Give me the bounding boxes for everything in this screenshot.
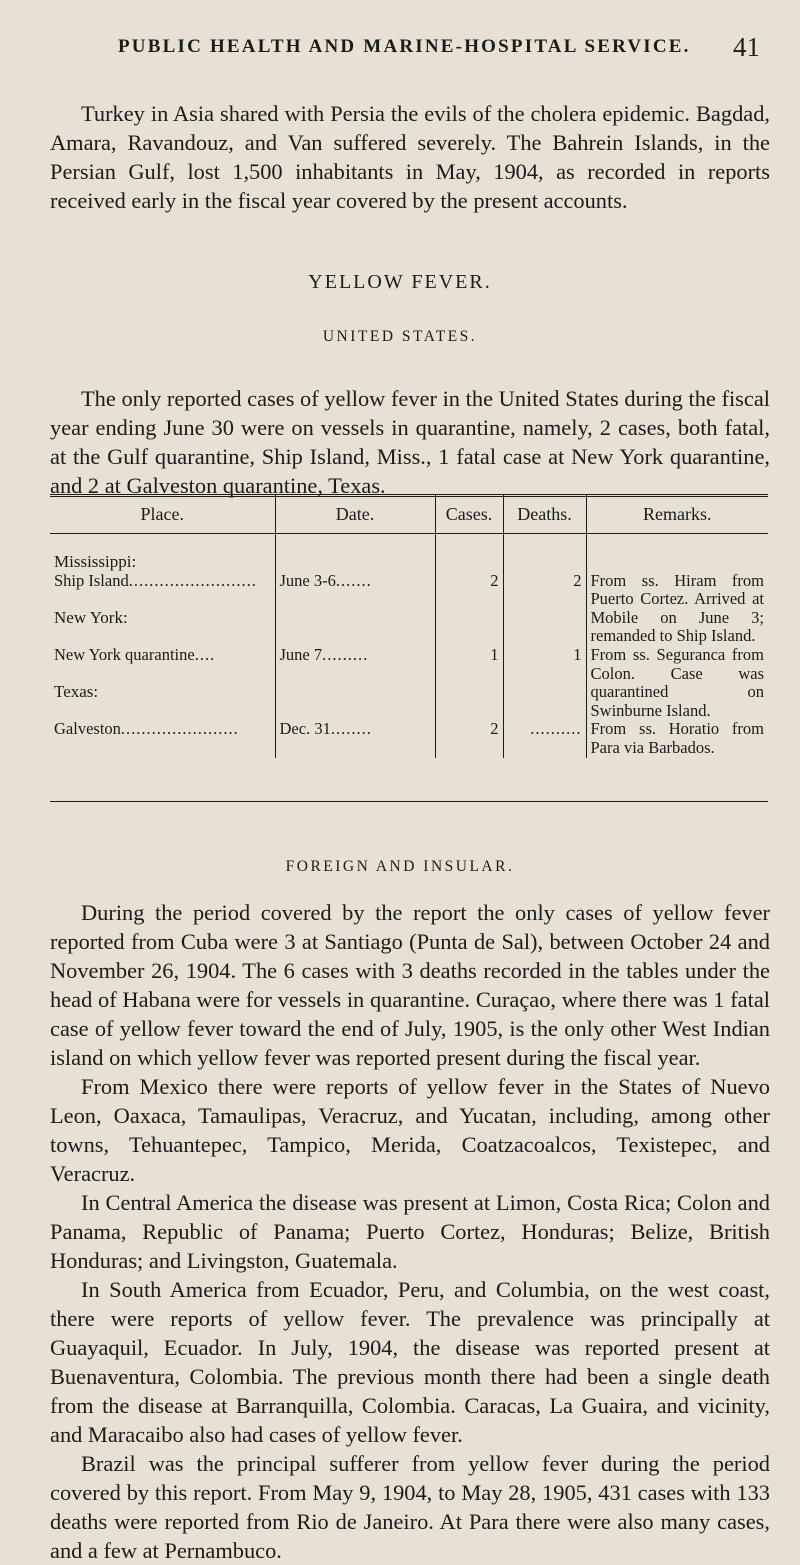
foreign-paragraph: During the period covered by the report the only cases of yellow fever reported from Cuba were 3 at Santiago (Punta de Sal), between October 24 and November 26, 1904. The 6 cases with 3 deaths recorded in the tables under the head of Habana were for vessels in quarantine. Curaçao, where there was 1 fatal case of yellow fever toward the end of July, 1905, is the only other West Indian island on which yellow fever was reported present during the fiscal year. — [50, 900, 770, 1070]
subsection-heading-united-states: UNITED STATES. — [322, 328, 478, 345]
table-bottom-rule — [50, 801, 768, 802]
foreign-paragraph: In Central America the disease was present at Limon, Costa Rica; Colon and Panama, Republic of Panama; Puerto Cortez, Honduras; Belize, British Honduras; and Livingston, Guatemala. — [50, 1190, 770, 1273]
date-cell: June 7 — [279, 644, 323, 664]
remarks-cell: From ss. Hiram from Puerto Cortez. Arrived at Mobile on June 3; remanded to Ship Island. — [586, 572, 768, 646]
place-cell: Ship Island — [54, 570, 129, 590]
cases-cell: 2 — [435, 720, 503, 757]
remarks-cell: From ss. Seguranca from Colon. Case was quarantined on Swinburne Island. — [586, 646, 768, 720]
table-row-state — [50, 553, 768, 572]
us-paragraph: The only reported cases of yellow fever in the United States during the fiscal year ending June 30 were on vessels in quarantine, namely, 2 cases, both fatal, at the Gulf quarantine, Ship Island, Miss., 1 fatal case at New York quarantine, and 2 at Galveston quarantine, Texas. — [50, 386, 770, 498]
header-remarks: Remarks. — [586, 495, 768, 533]
cases-cell: 1 — [435, 646, 503, 683]
state-label: New York: — [54, 607, 128, 627]
header-date: Date. — [275, 495, 435, 533]
subsection-heading-foreign-insular: FOREIGN AND INSULAR. — [285, 858, 515, 875]
place-cell: New York quarantine — [54, 644, 195, 664]
table-row: Galveston....................... Dec. 31........ 2 .......... From ss. Horatio from Para via Barbados. — [50, 720, 768, 757]
place-cell: Galveston — [54, 719, 121, 739]
section-heading-yellow-fever: YELLOW FEVER. — [308, 271, 492, 293]
header-place: Place. — [140, 503, 184, 524]
header-cases: Cases. — [435, 495, 503, 533]
foreign-paragraph: In South America from Ecuador, Peru, and Columbia, on the west coast, there were reports of yellow fever. The prevalence was principally at Guayaquil, Ecuador. In July, 1904, the disease was reported present at Buenaventura, Colombia. The previous month there had been a single death from the disease at Barranquilla, Colombia. Caracas, La Guaira, and vicinity, and Maracaibo also had cases of yellow fever. — [50, 1277, 770, 1447]
foreign-paragraph: Brazil was the principal sufferer from yellow fever during the period covered by this report. From May 9, 1904, to May 28, 1905, 431 cases with 133 deaths were reported from Rio de Janeiro. At Para there were also many cases, and a few at Pernambuco. — [50, 1451, 770, 1563]
deaths-cell: 2 — [503, 572, 586, 609]
foreign-paragraph: From Mexico there were reports of yellow fever in the States of Nuevo Leon, Oaxaca, Tamaulipas, Veracruz, and Yucatan, including, among other towns, Tehuantepec, Tampico, Merida, Coatzacoalcos, Texistepec, and Veracruz. — [50, 1074, 770, 1186]
remarks-cell: From ss. Horatio from Para via Barbados. — [586, 720, 768, 757]
yellow-fever-us-table — [50, 495, 768, 758]
running-header — [118, 32, 760, 66]
state-label: Texas: — [54, 682, 99, 702]
deaths-cell: .......... — [503, 720, 586, 757]
intro-paragraph: Turkey in Asia shared with Persia the evils of the cholera epidemic. Bagdad, Amara, Ravandouz, and Van suffered severely. The Bahrein Islands, in the Persian Gulf, lost 1,500 inhabitants in May, 1904, as recorded in reports received early in the fiscal year covered by the present accounts. — [50, 101, 770, 213]
page-number: 41 — [733, 32, 760, 62]
cases-cell: 2 — [435, 572, 503, 609]
table-header-row — [50, 495, 768, 533]
running-title: PUBLIC HEALTH AND MARINE-HOSPITAL SERVICE. — [118, 36, 691, 57]
date-cell: Dec. 31 — [279, 719, 331, 739]
table-row: New York quarantine.... June 7......... 1 1 From ss. Seguranca from Colon. Case was quarantined on Swinburne Island. — [50, 646, 768, 683]
date-cell: June 3-6 — [279, 570, 336, 590]
table-header-rule — [50, 533, 768, 534]
table-row: Ship Island......................... June 3-6....... 2 2 From ss. Hiram from Puerto Cortez. Arrived at Mobile on June 3; remanded to Ship Island. — [50, 572, 768, 609]
header-deaths: Deaths. — [503, 495, 586, 533]
foreign-text-block — [50, 898, 770, 1565]
deaths-cell: 1 — [503, 646, 586, 683]
state-label: Mississippi: — [54, 552, 137, 571]
